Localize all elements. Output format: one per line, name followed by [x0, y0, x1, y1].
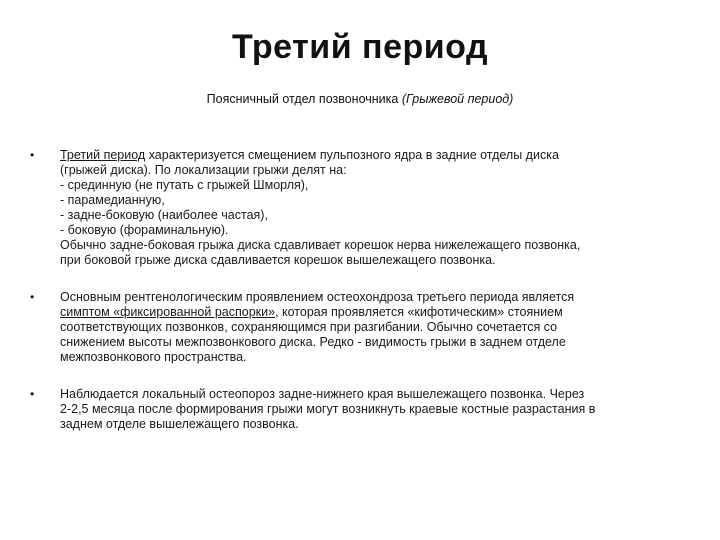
text-line	[60, 305, 692, 320]
bullet-item	[22, 387, 692, 432]
text-line: Основным рентгенологическим проявлением остеохондроза третьего периода является	[60, 290, 575, 304]
text-fragment: характеризуется смещением пульпозного ядра в задние отделы диска	[145, 148, 559, 162]
text-line: при боковой грыже диска сдавливается корешок вышележащего позвонка.	[60, 253, 496, 267]
bullet-item	[22, 290, 692, 365]
subtitle-main: Поясничный отдел позвоночника	[206, 92, 399, 106]
text-line: - боковую (фораминальную).	[60, 223, 229, 237]
text-fragment: , которая проявляется «кифотическим» стоянием	[275, 305, 563, 319]
text-line: заднем отделе вышележащего позвонка.	[60, 417, 299, 431]
subtitle-paren: (Грыжевой период)	[401, 92, 514, 106]
bullet-dot: •	[30, 290, 35, 304]
text-line: - срединную (не путать с грыжей Шморля),	[60, 178, 309, 192]
subtitle	[0, 92, 720, 106]
text-line: снижением высоты межпозвонкового диска. Редко - видимость грыжи в заднем отделе	[60, 335, 566, 349]
text-line: (грыжей диска). По локализации грыжи делят на:	[60, 163, 347, 177]
bullet-dot: •	[30, 148, 35, 162]
bullet-dot: •	[30, 387, 35, 401]
underlined-term: симптом «фиксированной распорки»	[60, 305, 276, 319]
text-line: - задне-боковую (наиболее частая),	[60, 208, 268, 222]
underlined-term: Третий период	[60, 148, 146, 162]
text-line: Наблюдается локальный остеопороз задне-нижнего края вышележащего позвонка. Через	[60, 387, 585, 401]
text-line: 2-2,5 месяца после формирования грыжи могут возникнуть краевые костные разрастания в	[60, 402, 596, 416]
bullet-item	[22, 148, 692, 268]
page-title: Третий период	[231, 28, 489, 66]
text-line: соответствующих позвонков, сохраняющимся при разгибании. Обычно сочетается со	[60, 320, 558, 334]
text-line: - парамедианную,	[60, 193, 165, 207]
bullet-list	[22, 148, 692, 432]
text-line: Обычно задне-боковая грыжа диска сдавливает корешок нерва нижележащего позвонка,	[60, 238, 581, 252]
text-line	[60, 148, 692, 163]
text-line: межпозвонкового пространства.	[60, 350, 247, 364]
